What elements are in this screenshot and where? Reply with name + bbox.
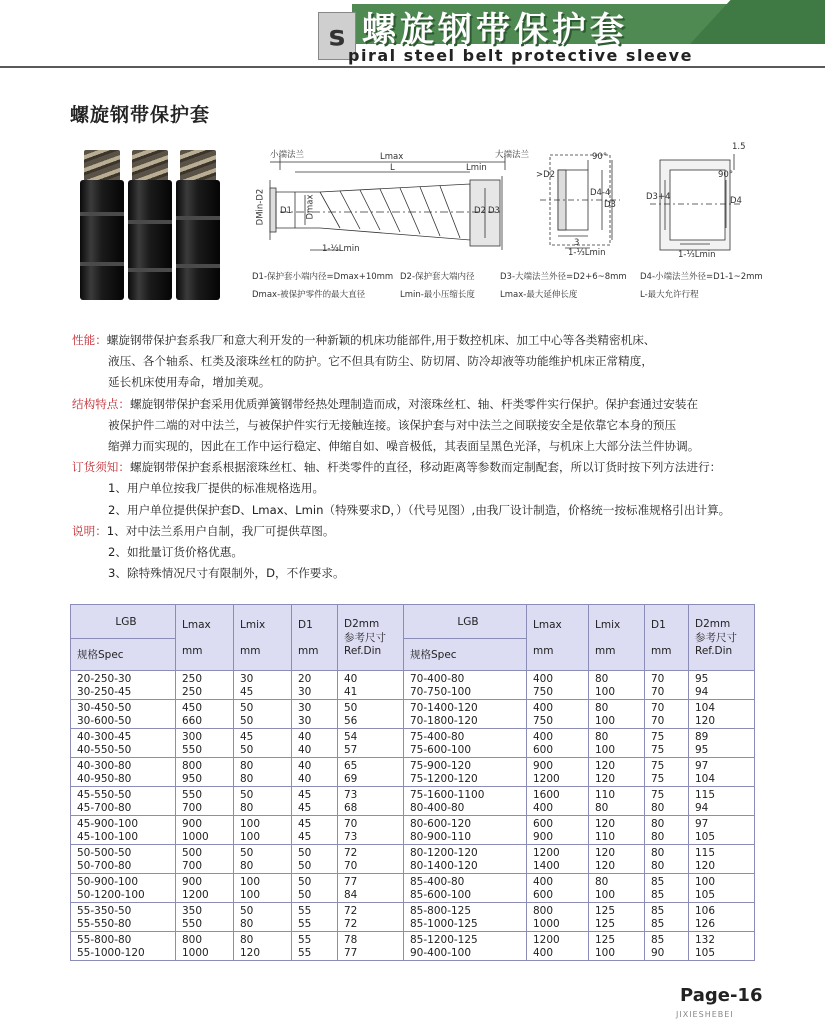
table-cell: 350 550 [176, 903, 234, 932]
table-cell: 50 50 [234, 700, 292, 729]
table-cell: 1600 400 [527, 787, 589, 816]
table-cell: 80 80 [645, 845, 689, 874]
table-cell: 85 90 [645, 932, 689, 961]
product-photo [176, 150, 220, 300]
table-cell: 50-500-50 50-700-80 [71, 845, 176, 874]
label-dim-3: 3 [574, 238, 580, 248]
table-cell: 78 77 [338, 932, 404, 961]
header-lmax-left: Lmax mm [176, 605, 234, 671]
caption-dmax: Dmax-被保护零件的最大直径 [252, 290, 366, 300]
table-cell: 80 100 [589, 700, 645, 729]
table-cell: 30 30 [292, 700, 338, 729]
description-block [72, 330, 772, 584]
notes-label: 说明： [72, 523, 107, 538]
table-cell: 50 80 [234, 787, 292, 816]
ordering-line-2: 1、用户单位按我厂提供的标准规格选用。 [108, 481, 325, 496]
table-cell: 250 250 [176, 671, 234, 700]
structure-line-3: 缩弹力而实现的，因此在工作中运行稳定、伸缩自如、噪音极低，其表面呈黑色光泽，与机床上大部分法兰件协调。 [108, 439, 700, 454]
table-cell: 45 50 [234, 729, 292, 758]
caption-d3: D3-大端法兰外径=D2+6~8mm [500, 272, 627, 282]
header-title-en: piral steel belt protective sleeve [348, 46, 693, 65]
table-cell: 80 100 [589, 671, 645, 700]
header-s-letter: s [318, 12, 356, 60]
label-dmin-d2: DMin-D2 [255, 188, 266, 226]
performance-line-2: 液压、各个轴系、杠类及滚珠丝杠的防护。它不但具有防尘、防切屑、防冷却液等功能维护机床正常精度， [108, 354, 653, 369]
table-cell: 70 73 [338, 816, 404, 845]
header-rule [0, 66, 825, 68]
table-cell: 900 1200 [527, 758, 589, 787]
table-row [71, 845, 755, 874]
table-cell: 115 94 [689, 787, 755, 816]
table-cell: 75 75 [645, 729, 689, 758]
table-cell: 400 600 [527, 729, 589, 758]
table-cell: 30 45 [234, 671, 292, 700]
table-cell: 72 72 [338, 903, 404, 932]
label-lmin-formula-2: 1-⅓Lmin [568, 248, 606, 258]
table-cell: 106 126 [689, 903, 755, 932]
structure-label: 结构特点： [72, 396, 130, 411]
label-l: L [390, 163, 395, 173]
spec-table-body [71, 671, 755, 961]
table-cell: 80-1200-120 80-1400-120 [404, 845, 527, 874]
table-cell: 45-550-50 45-700-80 [71, 787, 176, 816]
table-cell: 85-400-80 85-600-100 [404, 874, 527, 903]
table-row [71, 816, 755, 845]
table-cell: 125 125 [589, 903, 645, 932]
table-cell: 40-300-80 40-950-80 [71, 758, 176, 787]
label-angle-2: 90° [718, 170, 734, 180]
table-cell: 30-450-50 30-600-50 [71, 700, 176, 729]
table-cell: 40 40 [292, 729, 338, 758]
table-cell: 50 50 [292, 874, 338, 903]
table-cell: 120 120 [589, 845, 645, 874]
table-cell: 55 55 [292, 903, 338, 932]
table-cell: 70 70 [645, 671, 689, 700]
table-row [71, 787, 755, 816]
header-d1-right: D1 mm [645, 605, 689, 671]
product-photo [128, 150, 172, 300]
table-cell: 1200 1400 [527, 845, 589, 874]
table-cell: 900 1200 [176, 874, 234, 903]
table-cell: 132 105 [689, 932, 755, 961]
table-cell: 500 700 [176, 845, 234, 874]
table-cell: 800 950 [176, 758, 234, 787]
table-cell: 45 45 [292, 787, 338, 816]
structure-text: 螺旋钢带保护套采用优质弹簧钢带经热处理制造而成，对滚珠丝杠、轴、杆类零件实行保护。保护套通过安装在 [129, 396, 699, 411]
table-cell: 20-250-30 30-250-45 [71, 671, 176, 700]
header-lgb-right: LGB [404, 605, 527, 639]
table-row [71, 903, 755, 932]
header-spec-right: 规格Spec [404, 639, 527, 671]
table-cell: 72 70 [338, 845, 404, 874]
table-cell: 120 120 [589, 758, 645, 787]
table-cell: 70-400-80 70-750-100 [404, 671, 527, 700]
table-cell: 104 120 [689, 700, 755, 729]
table-cell: 115 120 [689, 845, 755, 874]
ordering-text: 螺旋钢带保护套系根据滚珠丝杠、轴、杆类零件的直径，移动距离等参数而定制配套，所以订货时按下列方法进行： [129, 460, 722, 475]
table-row [71, 700, 755, 729]
performance-text: 螺旋钢带保护套系我厂和意大利开发的一种新颖的机床功能部件,用于数控机床、加工中心等各类精密机床、 [106, 333, 656, 347]
header-d1-left: D1 mm [292, 605, 338, 671]
table-cell: 300 550 [176, 729, 234, 758]
table-cell: 45 45 [292, 816, 338, 845]
caption-l: L-最大允许行程 [640, 290, 699, 300]
label-d3-second: D3 [604, 200, 616, 210]
table-cell: 80-600-120 80-900-110 [404, 816, 527, 845]
table-cell: 70-1400-120 70-1800-120 [404, 700, 527, 729]
label-d3: D3 [488, 206, 500, 216]
table-row [71, 671, 755, 700]
table-cell: 75-400-80 75-600-100 [404, 729, 527, 758]
table-cell: 110 80 [589, 787, 645, 816]
label-lmin-formula: 1-⅓Lmin [322, 244, 360, 254]
table-cell: 50 50 [292, 845, 338, 874]
table-cell: 80 80 [645, 816, 689, 845]
label-d2: D2 [474, 206, 486, 216]
label-angle: 90° [592, 152, 608, 162]
caption-d4: D4-小端法兰外径=D1-1~2mm [640, 272, 763, 282]
table-cell: 55-350-50 55-550-80 [71, 903, 176, 932]
label-small-flange: 小端法兰 [270, 150, 305, 160]
performance-line [72, 330, 772, 351]
table-cell: 550 700 [176, 787, 234, 816]
header-d2-left: D2mm 参考尺寸 Ref.Din [338, 605, 404, 671]
table-cell: 54 57 [338, 729, 404, 758]
header-lmax-right: Lmax mm [527, 605, 589, 671]
caption-lmax: Lmax-最大延伸长度 [500, 290, 578, 300]
table-cell: 75-1600-1100 80-400-80 [404, 787, 527, 816]
header-spec-left: 规格Spec [71, 639, 176, 671]
section-title: 螺旋钢带保护套 [70, 104, 211, 126]
table-cell: 20 30 [292, 671, 338, 700]
table-cell: 120 110 [589, 816, 645, 845]
table-cell: 77 84 [338, 874, 404, 903]
page-header [0, 0, 825, 72]
label-dim-15: 1.5 [732, 142, 746, 152]
table-cell: 80 100 [589, 729, 645, 758]
watermark: JIXIESHEBEI [676, 1010, 734, 1019]
performance-label: 性能： [72, 333, 107, 347]
product-photo [80, 150, 124, 300]
table-cell: 100 100 [234, 874, 292, 903]
ordering-line-3: 2、用户单位提供保护套D、Lmax、Lmin（特殊要求D，）（代号见图）,由我厂设计制造，价格统一按标准规格引出计算。 [108, 502, 731, 517]
table-cell: 40-300-45 40-550-50 [71, 729, 176, 758]
header-lmix-left: Lmix mm [234, 605, 292, 671]
table-row [71, 758, 755, 787]
table-cell: 97 105 [689, 816, 755, 845]
table-cell: 100 105 [689, 874, 755, 903]
label-lmin-formula-3: 1-⅓Lmin [678, 250, 716, 260]
table-cell: 75 80 [645, 787, 689, 816]
table-row [71, 932, 755, 961]
label-dmax: Dmax [305, 194, 316, 220]
table-cell: 400 750 [527, 671, 589, 700]
label-d1: D1 [280, 206, 292, 216]
structure-line-2: 被保护件二端的对中法兰，与被保护件实行无接触连接。该保护套与对中法兰之间联接安全是依靠它本身的预压 [108, 417, 677, 432]
header-title-cn: 螺旋钢带保护套 [362, 10, 628, 50]
table-cell: 89 95 [689, 729, 755, 758]
notes-line [72, 521, 772, 542]
table-cell: 50 80 [234, 845, 292, 874]
table-cell: 97 104 [689, 758, 755, 787]
label-gt-d2: >D2 [536, 170, 556, 180]
table-cell: 65 69 [338, 758, 404, 787]
notes-line-2: 2、如批量订货价格优惠。 [108, 545, 243, 560]
ordering-line [72, 457, 772, 478]
caption-d2: D2-保护套大端内径 [400, 272, 475, 282]
table-row [71, 729, 755, 758]
table-cell: 85 85 [645, 874, 689, 903]
table-cell: 800 1000 [176, 932, 234, 961]
label-lmin: Lmin [466, 163, 487, 173]
caption-lmin: Lmin-最小压缩长度 [400, 290, 475, 300]
table-cell: 80 100 [589, 874, 645, 903]
table-cell: 75-900-120 75-1200-120 [404, 758, 527, 787]
table-cell: 50-900-100 50-1200-100 [71, 874, 176, 903]
header-d2-right: D2mm 参考尺寸 Ref.Din [689, 605, 755, 671]
table-cell: 80 80 [234, 758, 292, 787]
header-lmix-right: Lmix mm [589, 605, 645, 671]
label-d4: D4 [730, 196, 742, 206]
table-cell: 50 56 [338, 700, 404, 729]
table-cell: 1200 400 [527, 932, 589, 961]
ordering-label: 订货须知： [72, 460, 130, 475]
table-row [71, 874, 755, 903]
table-cell: 40 41 [338, 671, 404, 700]
table-cell: 85-800-125 85-1000-125 [404, 903, 527, 932]
table-cell: 400 600 [527, 874, 589, 903]
label-large-flange: 大端法兰 [495, 150, 530, 160]
table-cell: 450 660 [176, 700, 234, 729]
table-cell: 800 1000 [527, 903, 589, 932]
table-cell: 70 70 [645, 700, 689, 729]
performance-line-3: 延长机床使用寿命，增加美观。 [108, 375, 271, 390]
structure-line [72, 394, 772, 415]
table-cell: 55 55 [292, 932, 338, 961]
page-number: Page-16 [680, 985, 763, 1006]
table-cell: 55-800-80 55-1000-120 [71, 932, 176, 961]
table-cell: 45-900-100 45-100-100 [71, 816, 176, 845]
label-d4-4: D4-4 [590, 188, 611, 198]
table-cell: 600 900 [527, 816, 589, 845]
label-d3-4: D3+4 [646, 192, 671, 202]
drawing-svg [240, 140, 780, 310]
table-cell: 900 1000 [176, 816, 234, 845]
table-cell: 100 100 [234, 816, 292, 845]
table-cell: 95 94 [689, 671, 755, 700]
table-cell: 80 120 [234, 932, 292, 961]
notes-text: 1、对中法兰系用户自制，我厂可提供草图。 [106, 523, 335, 538]
header-lgb-left: LGB [71, 605, 176, 639]
table-cell: 75 75 [645, 758, 689, 787]
notes-line-3: 3、除特殊情况尺寸有限制外，D，不作要求。 [108, 566, 345, 581]
table-cell: 73 68 [338, 787, 404, 816]
label-lmax: Lmax [380, 152, 404, 162]
caption-d1: D1-保护套小端内径=Dmax+10mm [252, 272, 394, 282]
technical-drawing [240, 140, 780, 310]
table-cell: 50 80 [234, 903, 292, 932]
spec-table [70, 604, 755, 961]
table-cell: 85-1200-125 90-400-100 [404, 932, 527, 961]
table-cell: 125 100 [589, 932, 645, 961]
table-cell: 400 750 [527, 700, 589, 729]
table-cell: 85 85 [645, 903, 689, 932]
table-cell: 40 40 [292, 758, 338, 787]
